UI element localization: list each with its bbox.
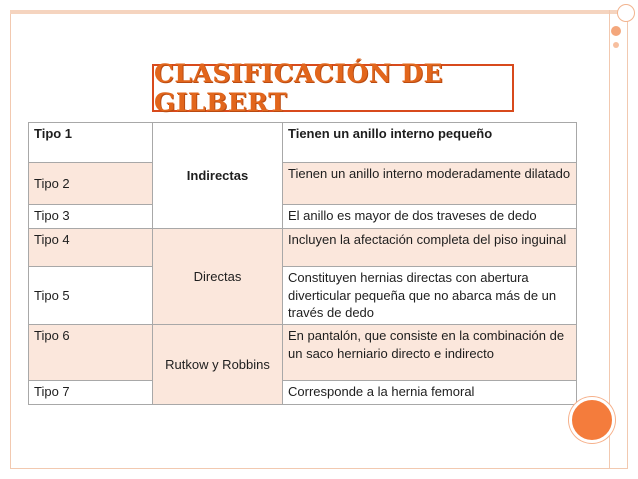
right-rule (609, 10, 610, 469)
description-cell: Incluyen la afectación completa del piso inguinal (283, 229, 577, 267)
tipo-cell: Tipo 7 (29, 381, 153, 405)
decorative-circle (613, 42, 619, 48)
group-cell-directas: Directas (153, 229, 283, 325)
description-cell: Corresponde a la hernia femoral (283, 381, 577, 405)
description-cell: Tienen un anillo interno moderadamente dilatado (283, 163, 577, 205)
tipo-cell: Tipo 2 (29, 163, 153, 205)
table-row (29, 325, 577, 381)
description-cell: Tienen un anillo interno pequeño (283, 123, 577, 163)
table-row (29, 163, 577, 205)
tipo-cell: Tipo 4 (29, 229, 153, 267)
description-cell: Constituyen hernias directas con abertura diverticular pequeña que no abarca más de un través de dedo (283, 267, 577, 325)
title-box (152, 59, 514, 117)
table-row (29, 205, 577, 229)
classification-table (28, 122, 577, 405)
table-row (29, 123, 577, 163)
tipo-cell: Tipo 1 (29, 123, 153, 163)
table-row (29, 381, 577, 405)
decorative-circle (611, 26, 621, 36)
table-row (29, 229, 577, 267)
decorative-circle (617, 4, 635, 22)
tipo-cell: Tipo 6 (29, 325, 153, 381)
group-cell-indirectas: Indirectas (153, 123, 283, 229)
top-rule (10, 10, 628, 14)
page-title: CLASIFICACIÓN DE GILBERT (154, 59, 444, 117)
tipo-cell: Tipo 3 (29, 205, 153, 229)
tipo-cell: Tipo 5 (29, 267, 153, 325)
decorative-circle-large (569, 397, 615, 443)
table-row (29, 267, 577, 325)
description-cell: El anillo es mayor de dos traveses de dedo (283, 205, 577, 229)
group-cell-rutkow: Rutkow y Robbins (153, 325, 283, 405)
description-cell: En pantalón, que consiste en la combinación de un saco herniario directo e indirecto (283, 325, 577, 381)
